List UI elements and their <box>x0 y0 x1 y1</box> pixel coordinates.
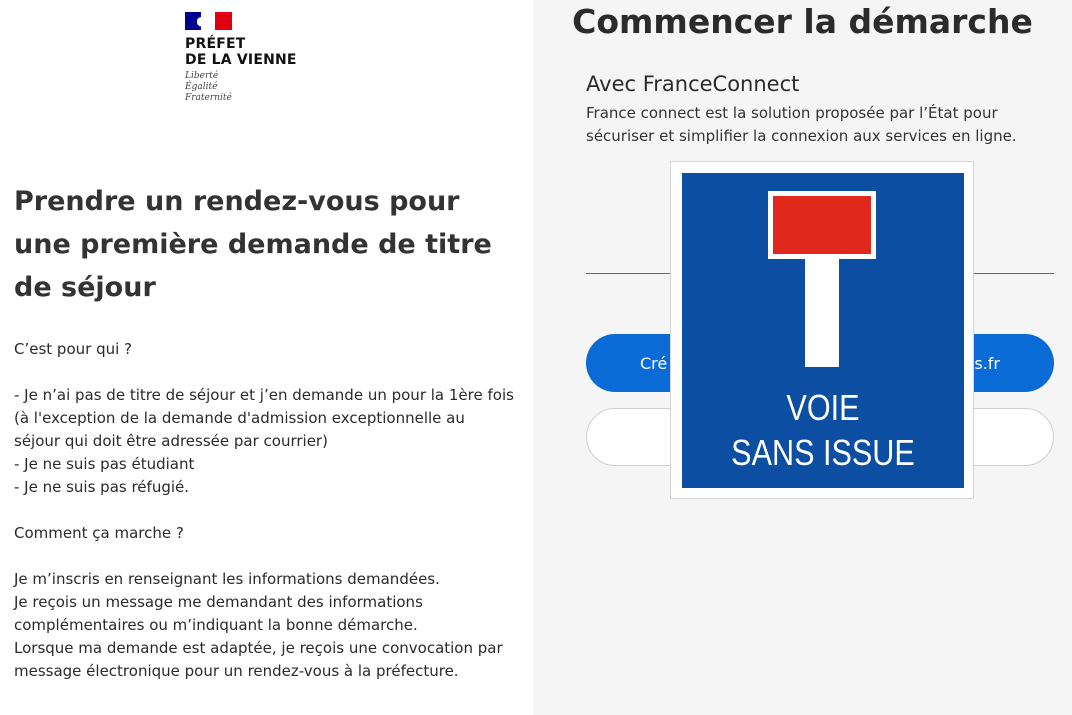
logo-line2: DE LA VIENNE <box>185 52 297 68</box>
franceconnect-heading: Avec FranceConnect <box>586 72 800 96</box>
dead-end-road-sign-icon <box>682 173 964 488</box>
create-account-label-start: Cré <box>640 354 668 373</box>
step-2: Je reçois un message me demandant des informations complémentaires ou m’indiquant la bonne démarche. <box>14 593 423 634</box>
question-how: Comment ça marche ? <box>14 524 184 542</box>
section-title: Commencer la démarche <box>572 2 1033 41</box>
condition-1: - Je n’ai pas de titre de séjour et j’en demande un pour la 1ère fois (à l'exception de la demande d'admission exceptionnelle au séjour qui doit être adressée par courrier) <box>14 386 514 450</box>
divider-right <box>973 273 1054 274</box>
sign-stem <box>805 259 839 367</box>
motto-egalite: Égalité <box>185 82 218 92</box>
motto <box>185 71 297 104</box>
create-account-label-end: s.fr <box>974 354 1000 373</box>
left-panel <box>0 0 533 715</box>
motto-fraternite: Fraternité <box>185 93 232 103</box>
franceconnect-description: France connect est la solution proposée par l’État pour sécuriser et simplifier la connexion aux services en ligne. <box>586 104 1017 145</box>
condition-2: - Je ne suis pas étudiant <box>14 455 195 473</box>
question-who: C’est pour qui ? <box>14 340 133 358</box>
prefecture-logo[interactable] <box>185 12 297 104</box>
condition-3: - Je ne suis pas réfugié. <box>14 478 190 496</box>
marianne-flag-icon <box>185 12 232 30</box>
logo-line1: PRÉFET <box>185 36 246 52</box>
page-title: Prendre un rendez-vous pour une première demande de titre de séjour <box>14 186 492 303</box>
step-3: Lorsque ma demande est adaptée, je reçois une convocation par message électronique pour un rendez-vous à la préfecture. <box>14 639 503 680</box>
procedure-description <box>14 338 514 683</box>
dead-end-sign-overlay <box>670 161 974 499</box>
sign-text-line2: SANS ISSUE <box>731 432 915 473</box>
motto-liberte: Liberté <box>185 71 219 81</box>
sign-text-line1: VOIE <box>786 387 860 428</box>
step-1: Je m’inscris en renseignant les informations demandées. <box>14 570 440 588</box>
sign-bar <box>768 191 876 259</box>
divider-left <box>586 273 671 274</box>
